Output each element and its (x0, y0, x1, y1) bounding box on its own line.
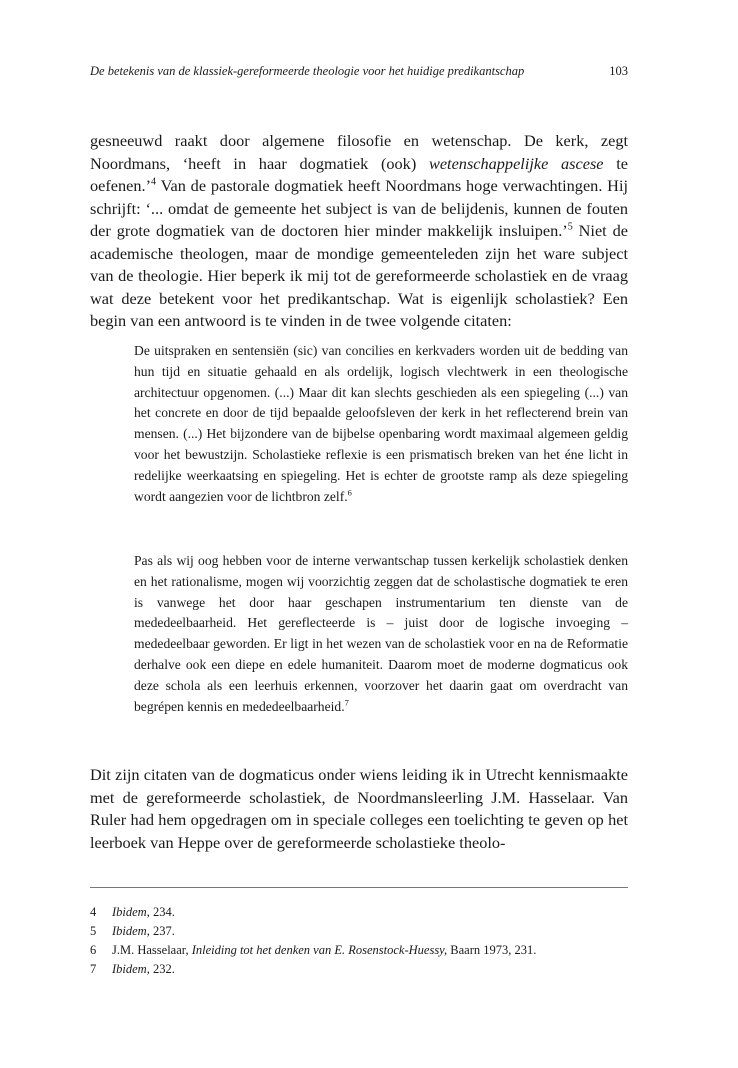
footnote-6 (90, 943, 630, 962)
block-quote-1 (134, 341, 628, 507)
para2-text: Dit zijn citaten van de dogmaticus onder wiens leiding ik in Utrecht kennismaakte met de gereformeerde scholastiek, de Noordmansleerling J.M. Hasselaar. Van Ruler had hem opgedragen om in speciale colleges een toelichting te geven op het leerboek van Heppe over de gereformeerde scholastieke theolo- (90, 765, 628, 852)
body-paragraph-2 (90, 764, 628, 854)
footnote-number: 5 (90, 924, 97, 938)
footnote-rest: , 234. (146, 905, 175, 919)
para1-italic-phrase: wetenschappelijke ascese (428, 153, 604, 173)
para1-text-1: gesneeuwd raakt door algemene filosofie en wetenschap. De kerk, zegt Noordmans, ‘heeft in haar dogmatiek (ook) (90, 131, 628, 173)
footnote-4 (90, 905, 630, 924)
para1-text-3: te oefenen.’ (90, 153, 628, 195)
quote1-text: De uitspraken en sentensiën (sic) van concilies en kerkvaders worden uit de bedding van hun tijd en situatie gehaald en als ordelijk, logisch vlechtwerk in een theologische architectuur opgenomen. (...) Maar dit kan slechts geschieden als een spiegeling (...) van het concrete en door de tijd bepaalde geloofsleven der kerk in het reflecterend brein van mensen. (...) Het bijzondere van de bijbelse openbaring wordt maximaal algemeen geldig voor het bewustzijn. Scholastieke reflexie is een prismatisch breken van het éne licht in redelijke weerkaatsing en spiegeling. Het is echter de grootste ramp als deze spiegeling wordt aangezien voor de lichtbron zelf. (134, 343, 628, 504)
para1-text-4: Van de pastorale dogmatiek heeft Noordmans hoge verwachtingen. Hij schrijft: ‘... omdat de gemeente het subject is van de belijdenis, kunnen de fouten der grote dogmatiek van de doctoren hier minder makkelijk insluipen.’ (90, 176, 628, 240)
footnote-rest: , 232. (146, 962, 175, 976)
footnote-ref-4: 4 (151, 176, 157, 188)
footnote-number: 6 (90, 943, 97, 957)
page-number: 103 (609, 64, 628, 78)
footnote-source: Ibidem (112, 962, 147, 976)
quote2-text: Pas als wij oog hebben voor de interne verwantschap tussen kerkelijk scholastiek denken en het rationalisme, mogen wij voorzichtig zeggen dat de scholastische dogmatiek te eren is vanwege het door haar geschapen instrumentarium ten dienste van de mededeelbaarheid. Het gereflecteerde is – juist door de logische invoeging – mededeelbaar geworden. Er ligt in het wezen van de scholastiek voor en na de Reformatie derhalve ook een diepe en edele humaniteit. Daarom moet de moderne dogmaticus ook deze schola als een leerhuis erkennen, voorzover het daarin gaat om overdracht van begrépen kennis en mededeelbaarheid. (134, 553, 628, 714)
para1-text-5: Niet de academische theologen, maar de mondige gemeenteleden zijn het ware subject van de theologie. Hier beperk ik mij tot de gereformeerde scholastiek en de vraag wat deze betekent voor het predikantschap. Wat is eigenlijk scholastiek? Een begin van een antwoord is te vinden in de twee volgende citaten: (90, 221, 628, 330)
footnote-ref-7: 7 (344, 697, 349, 708)
body-paragraph-1 (90, 130, 628, 333)
running-header (90, 64, 628, 79)
footnote-source: Ibidem (112, 905, 147, 919)
footnote-author: J.M. Hasselaar, (112, 943, 192, 957)
footnote-divider (90, 887, 628, 888)
footnote-rest: , 237. (146, 924, 175, 938)
footnote-ref-6: 6 (347, 487, 352, 498)
footnote-source: Inleiding tot het denken van E. Rosenstock-Huessy, (191, 943, 448, 957)
footnote-number: 7 (90, 962, 97, 976)
footnote-5 (90, 924, 630, 943)
running-title: De betekenis van de klassiek-gereformeerde theologie voor het huidige predikantschap (90, 64, 525, 78)
footnote-number: 4 (90, 905, 97, 919)
footnote-7 (90, 962, 630, 981)
block-quote-2 (134, 551, 628, 717)
footnote-rest: Baarn 1973, 231. (447, 943, 537, 957)
footnote-source: Ibidem (112, 924, 147, 938)
footnotes (90, 905, 630, 981)
footnote-ref-5: 5 (567, 221, 573, 233)
